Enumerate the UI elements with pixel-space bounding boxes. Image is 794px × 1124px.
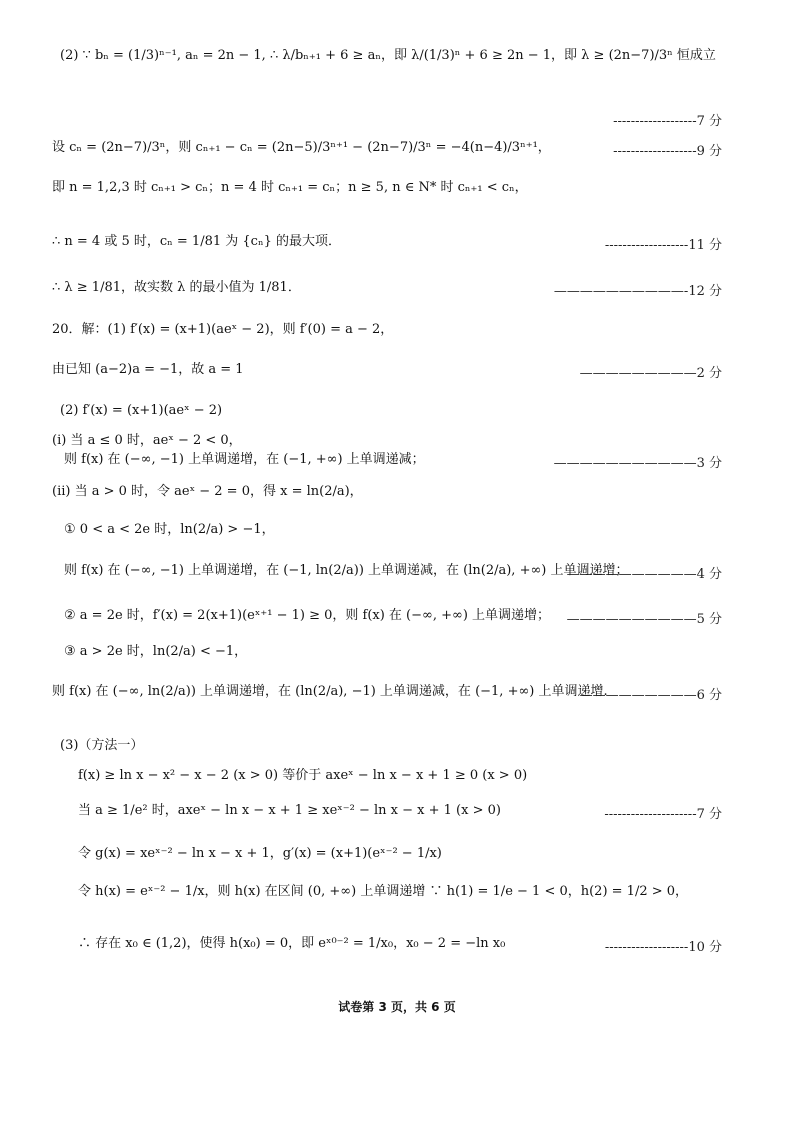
text-line: 20．解：(1) f′(x) = (x+1)(aeˣ − 2)，则 f′(0) = a − 2， [52,322,394,337]
text-line: ① 0 < a < 2e 时，ln(2/a) > −1， [64,522,275,537]
score-mark: —————————2 分 [579,366,722,381]
score-mark: -------------------9 分 [613,144,722,159]
text-line: ∴ λ ≥ 1/81，故实数 λ 的最小值为 1/81． [52,280,301,295]
score-mark: ——————————4 分 [566,567,722,582]
score-mark: -------------------10 分 [604,940,722,955]
text-line: ∴ 存在 x₀ ∈ (1,2)，使得 h(x₀) = 0，即 eˣ⁰⁻² = 1/x₀，x₀ − 2 = −ln x₀ [78,936,506,951]
text-line: 则 f(x) 在 (−∞, ln(2/a)) 上单调递增，在 (ln(2/a), −1) 上单调递减，在 (−1, +∞) 上单调递增. [52,684,608,699]
score-mark: ——————————5 分 [566,612,722,627]
text-line: ③ a > 2e 时，ln(2/a) < −1， [64,644,248,659]
score-mark: ———————————3 分 [553,456,722,471]
score-mark: -------------------7 分 [613,114,722,129]
text-line: ∴ n = 4 或 5 时，cₙ = 1/81 为 {cₙ} 的最大项． [52,234,341,249]
text-line: (ⅱ) 当 a > 0 时，令 aeˣ − 2 = 0，得 x = ln(2/a)， [52,484,363,499]
score-mark: —————————6 分 [579,688,722,703]
text-line: 则 f(x) 在 (−∞, −1) 上单调递增，在 (−1, +∞) 上单调递减； [64,452,425,467]
text-line: 令 g(x) = xeˣ⁻² − ln x − x + 1，g′(x) = (x+1)(eˣ⁻² − 1/x) [78,846,442,861]
page-footer: 试卷第 3 页，共 6 页 [338,1000,456,1014]
score-mark: -------------------11 分 [604,238,722,253]
text-line: f(x) ≥ ln x − x² − x − 2 (x > 0) 等价于 axeˣ − ln x − x + 1 ≥ 0 (x > 0) [78,768,528,783]
text-line: 令 h(x) = eˣ⁻² − 1/x，则 h(x) 在区间 (0, +∞) 上单调递增 ∵ h(1) = 1/e − 1 < 0，h(2) = 1/2 > 0， [78,884,689,899]
text-line: (3)（方法一） [60,738,144,753]
text-line: 则 f(x) 在 (−∞, −1) 上单调递增，在 (−1, ln(2/a)) 上单调递减，在 (ln(2/a), +∞) 上单调递增； [64,563,629,578]
text-line: ② a = 2e 时，f′(x) = 2(x+1)(eˣ⁺¹ − 1) ≥ 0，则 f(x) 在 (−∞, +∞) 上单调递增； [64,608,551,623]
text-line: 即 n = 1,2,3 时 cₙ₊₁ > cₙ；n = 4 时 cₙ₊₁ = cₙ；n ≥ 5, n ∈ N* 时 cₙ₊₁ < cₙ， [52,180,528,195]
text-line: 由已知 (a−2)a = −1，故 a = 1 [52,362,244,377]
score-mark: ——————————-12 分 [553,284,722,299]
text-line: 当 a ≥ 1/e² 时，axeˣ − ln x − x + 1 ≥ xeˣ⁻² − ln x − x + 1 (x > 0) [78,803,501,818]
score-mark: ---------------------7 分 [604,807,722,822]
text-line: 设 cₙ = (2n−7)/3ⁿ，则 cₙ₊₁ − cₙ = (2n−5)/3ⁿ⁺¹ − (2n−7)/3ⁿ = −4(n−4)/3ⁿ⁺¹， [52,140,551,155]
text-line: (2) f′(x) = (x+1)(aeˣ − 2) [60,403,223,418]
text-line: (ⅰ) 当 a ≤ 0 时，aeˣ − 2 < 0， [52,433,242,448]
text-line: (2) ∵ bₙ = (1/3)ⁿ⁻¹, aₙ = 2n − 1, ∴ λ/bₙ₊₁ + 6 ≥ aₙ，即 λ/(1/3)ⁿ + 6 ≥ 2n − 1，即 λ ≥ (2n−7)/3ⁿ 恒成立 [60,48,716,63]
